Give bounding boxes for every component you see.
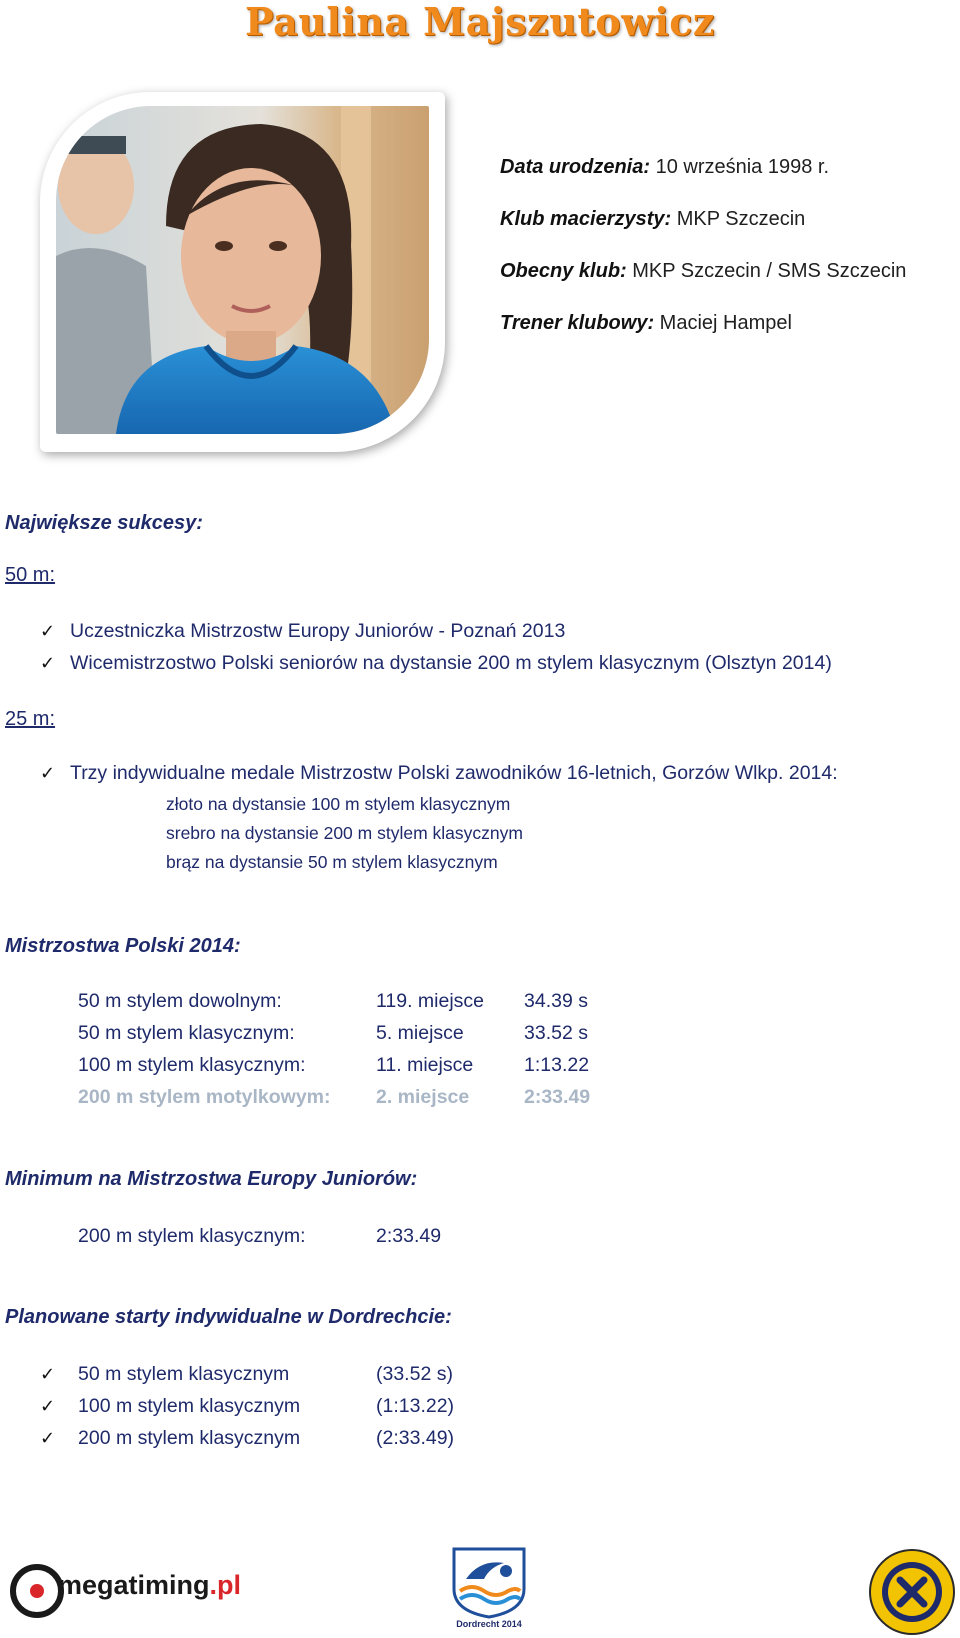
info-value: MKP Szczecin / SMS Szczecin	[626, 260, 907, 282]
check-icon: ✓	[40, 763, 56, 784]
athlete-name-title: Paulina Majszutowicz	[245, 0, 715, 44]
time-cell: 34.39 s	[524, 990, 588, 1012]
list-item	[40, 1392, 455, 1420]
megatiming-logo-text: megatiming.pl	[58, 1570, 242, 1600]
check-icon: ✓	[40, 1364, 56, 1385]
info-value: 10 września 1998 r.	[650, 156, 830, 178]
distance-25m-label: 25 m:	[5, 708, 56, 730]
time-cell: 2:33.49	[524, 1086, 591, 1108]
planned-heading: Planowane starty indywidualne w Dordrechcie:	[5, 1306, 452, 1328]
medal-detail: srebro na dystansie 200 m stylem klasycznym	[166, 823, 523, 843]
planned-event: 100 m stylem klasycznym	[78, 1395, 301, 1417]
list-item	[40, 759, 838, 787]
distance-50m-label: 50 m:	[5, 564, 56, 586]
info-label: Obecny klub:	[500, 260, 627, 282]
time-cell: 1:13.22	[524, 1054, 590, 1076]
dordrecht-2014-logo	[450, 1545, 528, 1637]
minimum-heading: Minimum na Mistrzostwa Europy Juniorów:	[5, 1168, 418, 1190]
info-label: Klub macierzysty:	[500, 208, 672, 230]
place-cell: 2. miejsce	[376, 1086, 470, 1108]
list-item-text: Trzy indywidualne medale Mistrzostw Polski zawodników 16-letnich, Gorzów Wlkp. 2014:	[70, 762, 838, 784]
list-item	[40, 1424, 455, 1452]
swimmer-shield-icon	[450, 1545, 528, 1619]
info-home-club	[500, 206, 805, 232]
event-cell: 100 m stylem klasycznym:	[78, 1054, 306, 1076]
mp2014-heading: Mistrzostwa Polski 2014:	[5, 935, 241, 957]
check-icon: ✓	[40, 621, 56, 642]
list-item	[40, 649, 832, 677]
pzp-emblem-icon	[868, 1548, 956, 1636]
event-cell: 200 m stylem klasycznym:	[78, 1225, 306, 1247]
event-cell: 200 m stylem motylkowym:	[78, 1086, 331, 1108]
athlete-photo-frame	[40, 92, 445, 452]
list-item	[40, 1360, 453, 1388]
list-item-text: Wicemistrzostwo Polski seniorów na dystansie 200 m stylem klasycznym (Olsztyn 2014)	[70, 652, 832, 674]
info-label: Data urodzenia:	[500, 156, 651, 178]
place-cell: 11. miejsce	[376, 1054, 474, 1076]
planned-time: (2:33.49)	[376, 1427, 455, 1449]
event-cell: 50 m stylem klasycznym:	[78, 1022, 295, 1044]
athlete-photo	[56, 106, 429, 434]
list-item	[40, 617, 565, 645]
dordrecht-caption: Dordrecht 2014	[456, 1619, 522, 1629]
check-icon: ✓	[40, 1428, 56, 1449]
medal-detail: brąz na dystansie 50 m stylem klasycznym	[166, 852, 498, 872]
place-cell: 5. miejsce	[376, 1022, 464, 1044]
info-current-club	[500, 258, 906, 284]
place-cell: 119. miejsce	[376, 990, 485, 1012]
info-label: Trener klubowy:	[500, 312, 655, 334]
time-cell: 2:33.49	[376, 1225, 442, 1247]
info-birthdate	[500, 154, 829, 180]
planned-event: 50 m stylem klasycznym	[78, 1363, 290, 1385]
time-cell: 33.52 s	[524, 1022, 588, 1044]
medal-detail: złoto na dystansie 100 m stylem klasycznym	[166, 794, 511, 814]
info-value: Maciej Hampel	[654, 312, 792, 334]
successes-heading: Największe sukcesy:	[5, 512, 203, 534]
check-icon: ✓	[40, 1396, 56, 1417]
stopwatch-icon	[10, 1564, 64, 1618]
event-cell: 50 m stylem dowolnym:	[78, 990, 282, 1012]
list-item-text: Uczestniczka Mistrzostw Europy Juniorów - Poznań 2013	[70, 620, 566, 642]
planned-time: (1:13.22)	[376, 1395, 455, 1417]
info-value: MKP Szczecin	[671, 208, 806, 230]
info-coach	[500, 310, 792, 336]
planned-event: 200 m stylem klasycznym	[78, 1427, 301, 1449]
check-icon: ✓	[40, 653, 56, 674]
megatiming-logo	[10, 1560, 260, 1620]
planned-time: (33.52 s)	[376, 1363, 453, 1385]
